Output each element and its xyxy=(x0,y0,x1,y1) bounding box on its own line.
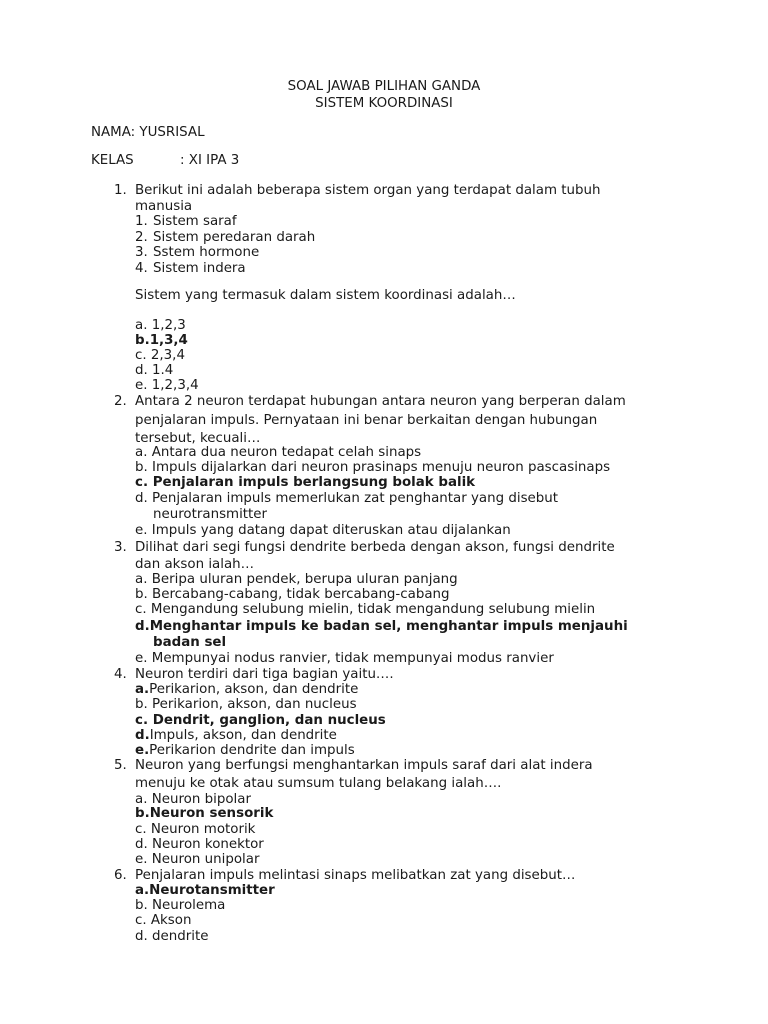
option-label: b. xyxy=(135,898,148,913)
student-name: NAMA: YUSRISAL xyxy=(91,125,205,140)
q3-text: Dilihat dari segi fungsi dendrite berbeda dengan akson, fungsi dendrite xyxy=(135,540,615,555)
q1-item: Sistem indera xyxy=(153,261,246,276)
q6-option-b xyxy=(135,898,225,914)
q3-option-b xyxy=(135,587,450,603)
option-label: d. xyxy=(135,491,148,506)
option-label: e. xyxy=(135,743,150,758)
option-label: a. xyxy=(135,318,148,333)
q5-number: 5. xyxy=(114,758,127,773)
option-text: Impuls, akson, dan dendrite xyxy=(149,728,337,743)
option-label: c. xyxy=(135,602,147,617)
option-label: c. xyxy=(135,913,147,928)
option-text: dendrite xyxy=(152,929,209,944)
option-text: Impuls dijalarkan dari neuron prasinaps menuju neuron pascasinaps xyxy=(152,460,611,475)
option-text: Mengandung selubung mielin, tidak mengandung selubung mielin xyxy=(150,602,596,617)
option-text: Neurolema xyxy=(152,898,226,913)
q2-text-cont: penjalaran impuls. Pernyataan ini benar berkaitan dengan hubungan xyxy=(135,413,598,428)
q3-number: 3. xyxy=(114,540,127,555)
option-label: d. xyxy=(135,837,148,852)
q1-text: Berikut ini adalah beberapa sistem organ yang terdapat dalam tubuh xyxy=(135,183,601,198)
option-text: Impuls yang datang dapat diteruskan atau dijalankan xyxy=(151,523,511,538)
option-text: Menghantar impuls ke badan sel, menghantar impuls menjauhi xyxy=(149,619,628,634)
option-text: Neuron konektor xyxy=(152,837,264,852)
option-text: Neuron unipolar xyxy=(151,852,260,867)
q6-option-a-answer xyxy=(135,883,275,899)
option-label: b. xyxy=(135,587,148,602)
option-text: Beripa uluran pendek, berupa uluran panjang xyxy=(151,572,458,587)
option-text: Neuron motorik xyxy=(150,822,256,837)
option-label: a. xyxy=(135,792,148,807)
q6-option-c xyxy=(135,913,191,929)
option-label: b. xyxy=(135,806,150,821)
q2-text: Antara 2 neuron terdapat hubungan antara neuron yang berperan dalam xyxy=(135,394,626,409)
option-label: b. xyxy=(135,333,150,348)
q2-number: 2. xyxy=(114,394,127,409)
q6-option-d xyxy=(135,929,208,945)
q1-number: 1. xyxy=(114,183,127,198)
q4-option-d xyxy=(135,728,337,744)
option-label: c. xyxy=(135,713,149,728)
q2-option-d xyxy=(135,491,558,507)
q1-item: Sistem peredaran darah xyxy=(153,230,316,245)
option-label: e. xyxy=(135,651,148,666)
q2-option-a xyxy=(135,445,421,461)
doc-title: SOAL JAWAB PILIHAN GANDA xyxy=(287,79,481,94)
option-text: 2,3,4 xyxy=(150,348,185,363)
q5-option-d xyxy=(135,837,264,853)
q1-text-cont: manusia xyxy=(135,199,193,214)
option-text: Perikarion, akson, dan nucleus xyxy=(152,697,357,712)
option-text: Bercabang-cabang, tidak bercabang-cabang xyxy=(152,587,450,602)
option-label: c. xyxy=(135,348,147,363)
option-label: d. xyxy=(135,728,150,743)
q4-number: 4. xyxy=(114,667,127,682)
option-text: Neuron bipolar xyxy=(151,792,251,807)
q5-option-c xyxy=(135,822,255,838)
q1-question: Sistem yang termasuk dalam sistem koordinasi adalah… xyxy=(135,288,516,303)
doc-subtitle: SISTEM KOORDINASI xyxy=(315,96,453,111)
option-text: Neuron sensorik xyxy=(149,806,274,821)
option-text: Mempunyai nodus ranvier, tidak mempunyai modus ranvier xyxy=(151,651,554,666)
q1-option-a xyxy=(135,318,186,334)
option-text: Perikarion, akson, dan dendrite xyxy=(149,682,359,697)
q2-option-d-cont: neurotransmitter xyxy=(153,507,268,522)
q3-option-c xyxy=(135,602,595,618)
q2-option-b xyxy=(135,460,610,476)
q3-text-cont: dan akson ialah… xyxy=(135,557,255,572)
q1-item: Sstem hormone xyxy=(153,245,260,260)
option-text: Antara dua neuron tedapat celah sinaps xyxy=(151,445,422,460)
option-text: 1,3,4 xyxy=(149,333,188,348)
option-text: 1.4 xyxy=(152,363,174,378)
q5-text-cont: menuju ke otak atau sumsum tulang belakang ialah…. xyxy=(135,776,502,791)
q1-option-d xyxy=(135,363,173,379)
q6-number: 6. xyxy=(114,868,127,883)
option-label: a. xyxy=(135,572,148,587)
option-label: e. xyxy=(135,523,148,538)
option-label: e. xyxy=(135,378,148,393)
option-text: Neurotansmitter xyxy=(149,883,275,898)
option-label: a. xyxy=(135,445,148,460)
class-value: : XI IPA 3 xyxy=(180,153,240,168)
q2-option-e xyxy=(135,523,511,539)
option-text: Penjalaran impuls memerlukan zat penghantar yang disebut xyxy=(152,491,559,506)
q1-item: Sistem saraf xyxy=(153,214,237,229)
option-label: b. xyxy=(135,460,148,475)
option-label: a. xyxy=(135,682,150,697)
option-text: Dendrit, ganglion, dan nucleus xyxy=(152,713,386,728)
option-label: d. xyxy=(135,929,148,944)
q4-option-a xyxy=(135,682,358,698)
q3-option-e xyxy=(135,651,554,667)
option-label: d. xyxy=(135,619,150,634)
option-text: 1,2,3 xyxy=(151,318,186,333)
q1-item-number: 4. xyxy=(135,261,148,276)
option-text: Perikarion dendrite dan impuls xyxy=(149,743,355,758)
q1-item-number: 2. xyxy=(135,230,148,245)
q5-option-b-answer xyxy=(135,806,273,822)
q4-option-e xyxy=(135,743,355,759)
option-label: b. xyxy=(135,697,148,712)
option-label: c. xyxy=(135,822,147,837)
option-text: Akson xyxy=(150,913,192,928)
q4-option-b xyxy=(135,697,357,713)
q2-option-c-answer xyxy=(135,475,475,491)
option-text: Penjalaran impuls berlangsung bolak balik xyxy=(152,475,476,490)
q4-option-c-answer xyxy=(135,713,386,729)
option-text: 1,2,3,4 xyxy=(151,378,199,393)
option-label: a. xyxy=(135,883,150,898)
q5-text: Neuron yang berfungsi menghantarkan impuls saraf dari alat indera xyxy=(135,758,593,773)
q3-option-d-answer xyxy=(135,619,628,635)
q1-item-number: 1. xyxy=(135,214,148,229)
q1-option-c xyxy=(135,348,185,364)
q1-item-number: 3. xyxy=(135,245,148,260)
class-label: KELAS xyxy=(91,153,134,168)
q6-text: Penjalaran impuls melintasi sinaps melibatkan zat yang disebut… xyxy=(135,868,576,883)
option-label: d. xyxy=(135,363,148,378)
q2-text-cont: tersebut, kecuali… xyxy=(135,431,261,446)
q1-option-e xyxy=(135,378,199,394)
q4-text: Neuron terdiri dari tiga bagian yaitu…. xyxy=(135,667,394,682)
q3-option-a xyxy=(135,572,458,588)
q5-option-e xyxy=(135,852,259,868)
option-label: c. xyxy=(135,475,149,490)
option-label: e. xyxy=(135,852,148,867)
q1-option-b-answer xyxy=(135,333,188,349)
q3-option-d-cont: badan sel xyxy=(153,635,227,650)
